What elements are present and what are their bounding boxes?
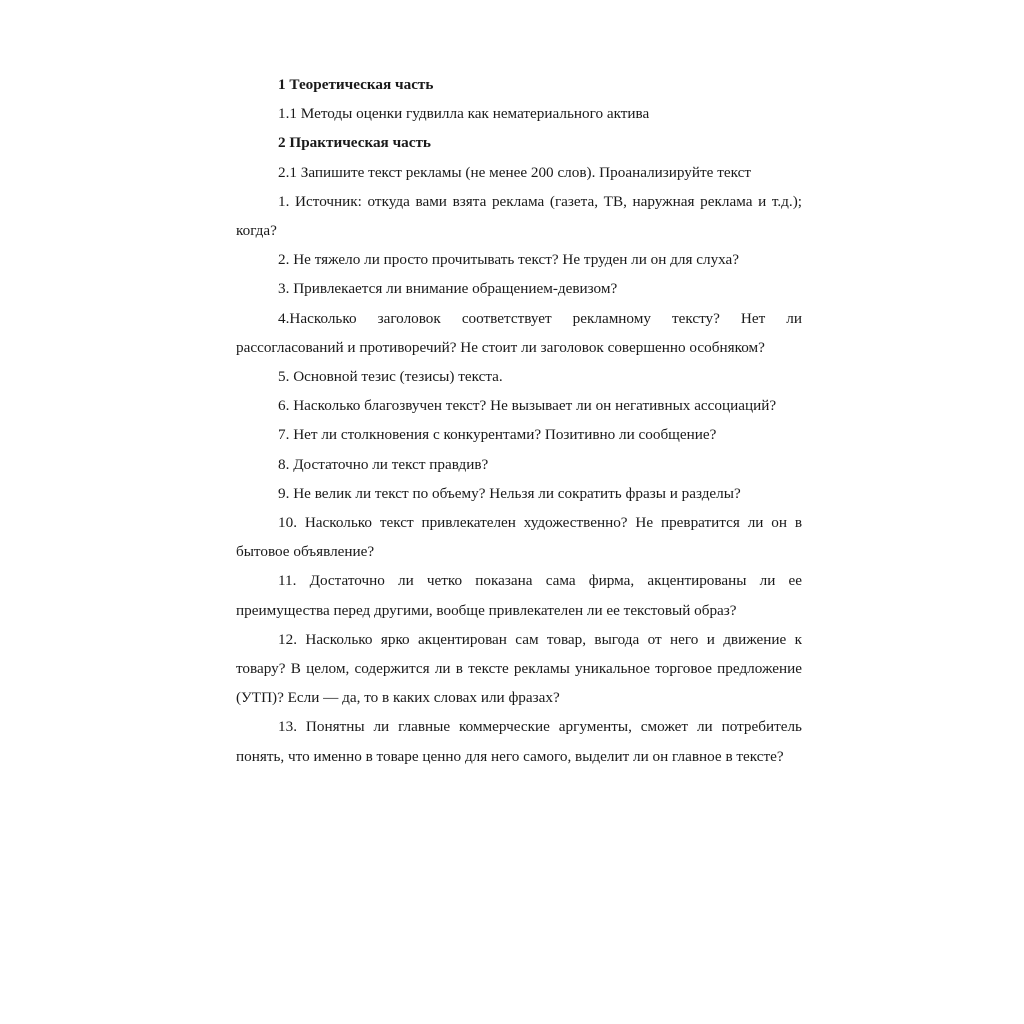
subsection-goodwill-methods: 1.1 Методы оценки гудвилла как нематериального актива	[278, 105, 650, 123]
section-heading-theory: 1 Теоретическая часть	[278, 76, 434, 93]
question-5: 5. Основной тезис (тезисы) текста.	[278, 368, 503, 386]
question-1: 1. Источник: откуда вами взята реклама (газета, ТВ, наружная реклама и т.д.); когда?	[236, 192, 802, 240]
subsection-ad-text-task: 2.1 Запишите текст рекламы (не менее 200 слов). Проанализируйте текст	[278, 163, 751, 181]
question-8: 8. Достаточно ли текст правдив?	[278, 455, 489, 473]
question-11: 11. Достаточно ли четко показана сама фирма, акцентированы ли ее преимущества перед другими, вообще привлекателен ли ее текстовый образ?	[236, 572, 802, 619]
question-10: 10. Насколько текст привлекателен художественно? Не превратится ли он в бытовое объявление?	[236, 514, 802, 561]
question-7: 7. Нет ли столкновения с конкурентами? Позитивно ли сообщение?	[278, 426, 717, 444]
question-4: 4.Насколько заголовок соответствует рекламному тексту? Нет ли рассогласований и противоречий? Не стоит ли заголовок совершенно особняком?	[236, 309, 802, 356]
question-6: 6. Насколько благозвучен текст? Не вызывает ли он негативных ассоциаций?	[278, 397, 777, 415]
question-13: 13. Понятны ли главные коммерческие аргументы, сможет ли потребитель понять, что именно в товаре ценно для него самого, выделит ли он главное в тексте?	[236, 718, 802, 765]
question-9: 9. Не велик ли текст по объему? Нельзя ли сократить фразы и разделы?	[278, 484, 741, 502]
document-page	[236, 70, 802, 771]
question-3: 3. Привлекается ли внимание обращением-девизом?	[278, 280, 618, 298]
section-heading-practice: 2 Практическая часть	[278, 134, 431, 152]
question-12: 12. Насколько ярко акцентирован сам товар, выгода от него и движение к товару? В целом, содержится ли в тексте рекламы уникальное торговое предложение (УТП)? Если — да, то в каких словах или фразах?	[236, 630, 802, 707]
question-2: 2. Не тяжело ли просто прочитывать текст? Не труден ли он для слуха?	[278, 251, 740, 269]
